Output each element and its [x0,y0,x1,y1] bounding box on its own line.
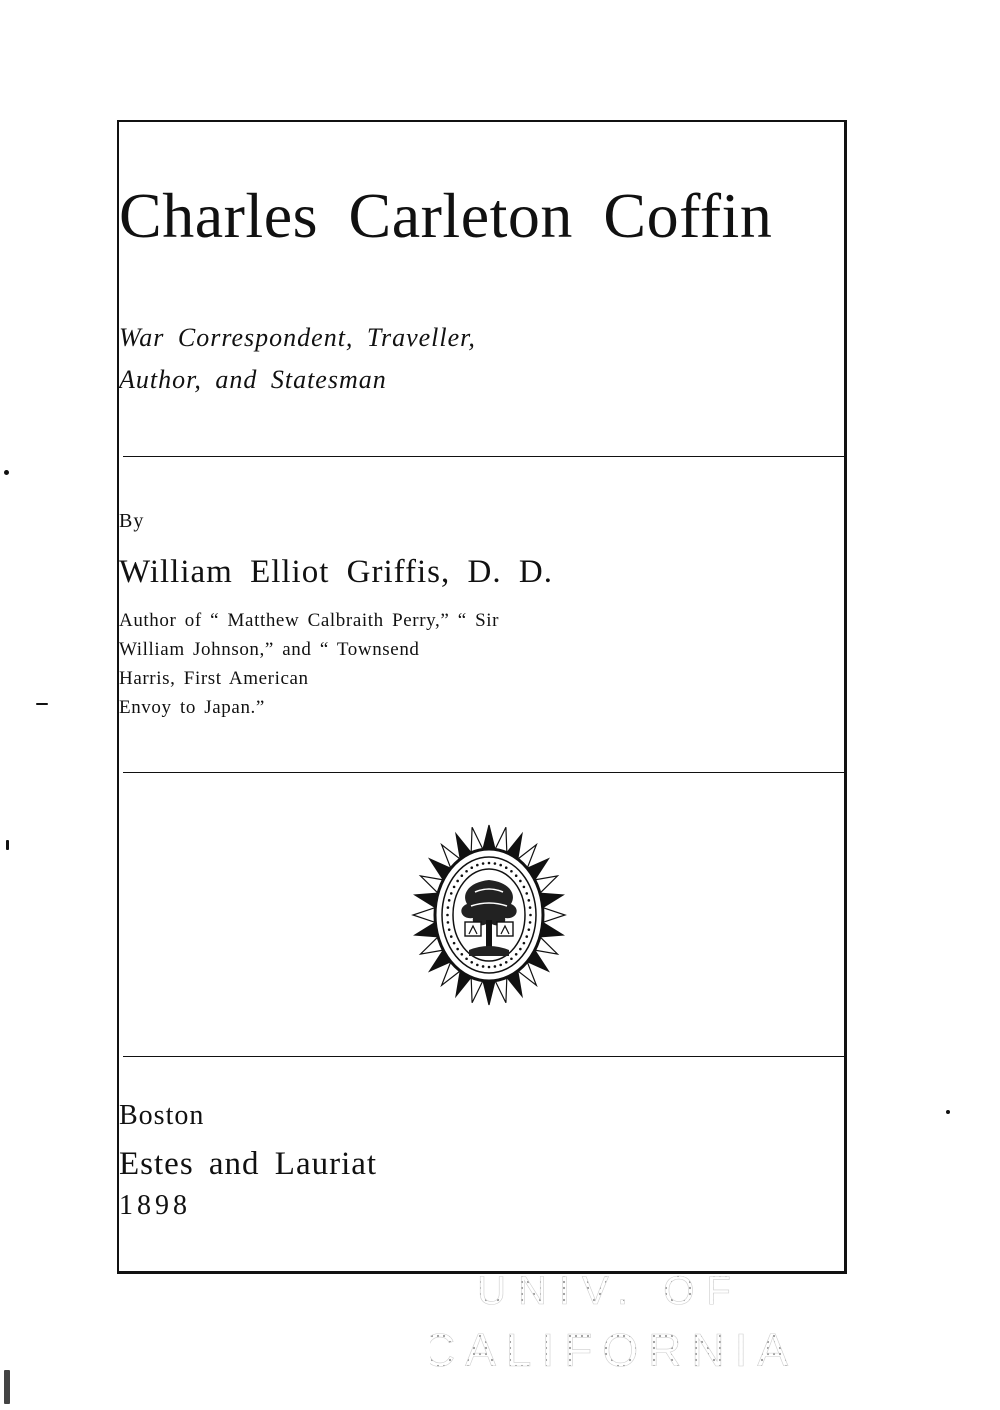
seal-ring-dot [453,886,456,889]
seal-ring-dot [447,906,450,909]
seal-ring-dot [499,864,502,867]
seal-ray [413,908,435,923]
seal-ring-dot [523,886,526,889]
subtitle-line-2: Author, and Statesman [119,365,387,394]
by-label: By [119,510,145,532]
scan-speck [946,1110,950,1114]
seal-ring-dot [528,928,531,931]
seal-ring-dot [450,935,453,938]
seal-ring-dot [488,966,491,969]
seal-ring-dot [456,948,459,951]
seal-ring-dot [450,892,453,895]
seal-ring-dot [482,862,485,865]
seal-ring-dot [448,899,451,902]
seal-ring-dot [476,964,479,967]
publication-year: 1898 [119,1190,191,1221]
seal-ring-dot [453,942,456,945]
seal-ring-dot [505,866,508,869]
svg-text:CALIFORNIA: CALIFORNIA [430,1324,790,1376]
seal-ring-dot [510,870,513,873]
seal-ring-dot [461,874,464,877]
credits-line-2: William Johnson,” and “ Townsend [119,639,420,660]
seal-ray [543,908,565,923]
seal-ring-dot [448,928,451,931]
publisher-city: Boston [119,1100,205,1131]
seal-ring-dot [456,880,459,883]
seal-ring-dot [461,953,464,956]
credits-line-4: Envoy to Japan.” [119,697,265,718]
seal-ring-dot [476,864,479,867]
book-subtitle [119,317,844,401]
seal-ring-dot [465,957,468,960]
seal-ring-dot [529,921,532,924]
subtitle-line-1: War Correspondent, Traveller, [119,323,476,352]
seal-ring-dot [470,866,473,869]
seal-ring-dot [488,862,491,865]
publisher-name: Estes and Lauriat [119,1146,378,1182]
svg-text:UNIV. OF: UNIV. OF [477,1269,743,1313]
title-page-frame [117,120,847,1274]
seal-ring-dot [510,957,513,960]
credits-line-3: Harris, First American [119,668,309,689]
seal-ring-dot [470,961,473,964]
seal-ray [483,981,495,1005]
seal-ring-dot [528,899,531,902]
seal-ring-dot [519,948,522,951]
seal-ring-dot [482,965,485,968]
publisher-seal-icon [409,822,569,1008]
book-title: Charles Carleton Coffin [119,180,773,251]
seal-ring-dot [523,942,526,945]
scan-speck [36,703,48,705]
seal-ring-dot [465,870,468,873]
seal-ring-dot [505,961,508,964]
seal-ring-dot [529,906,532,909]
seal-ring-dot [525,892,528,895]
divider-top [123,456,844,457]
credits-line-1: Author of “ Matthew Calbraith Perry,” “ Sir [119,610,500,631]
seal-ring-dot [446,914,449,917]
scan-speck [6,840,9,850]
seal-ring-dot [515,874,518,877]
seal-ring-dot [494,965,497,968]
seal-ring-dot [499,964,502,967]
scan-speck [4,470,9,475]
seal-ring-dot [515,953,518,956]
divider-bottom [123,1056,844,1057]
seal-ring-dot [529,914,532,917]
library-stamp-icon [430,1262,790,1382]
divider-middle [123,772,844,773]
seal-ray [483,825,495,849]
scan-edge-mark [4,1370,10,1404]
seal-ring-dot [525,935,528,938]
seal-ring-dot [519,880,522,883]
author-name: William Elliot Griffis, D. D. [119,554,553,590]
author-credits [119,606,844,722]
seal-ring-dot [494,862,497,865]
seal-ring-dot [447,921,450,924]
